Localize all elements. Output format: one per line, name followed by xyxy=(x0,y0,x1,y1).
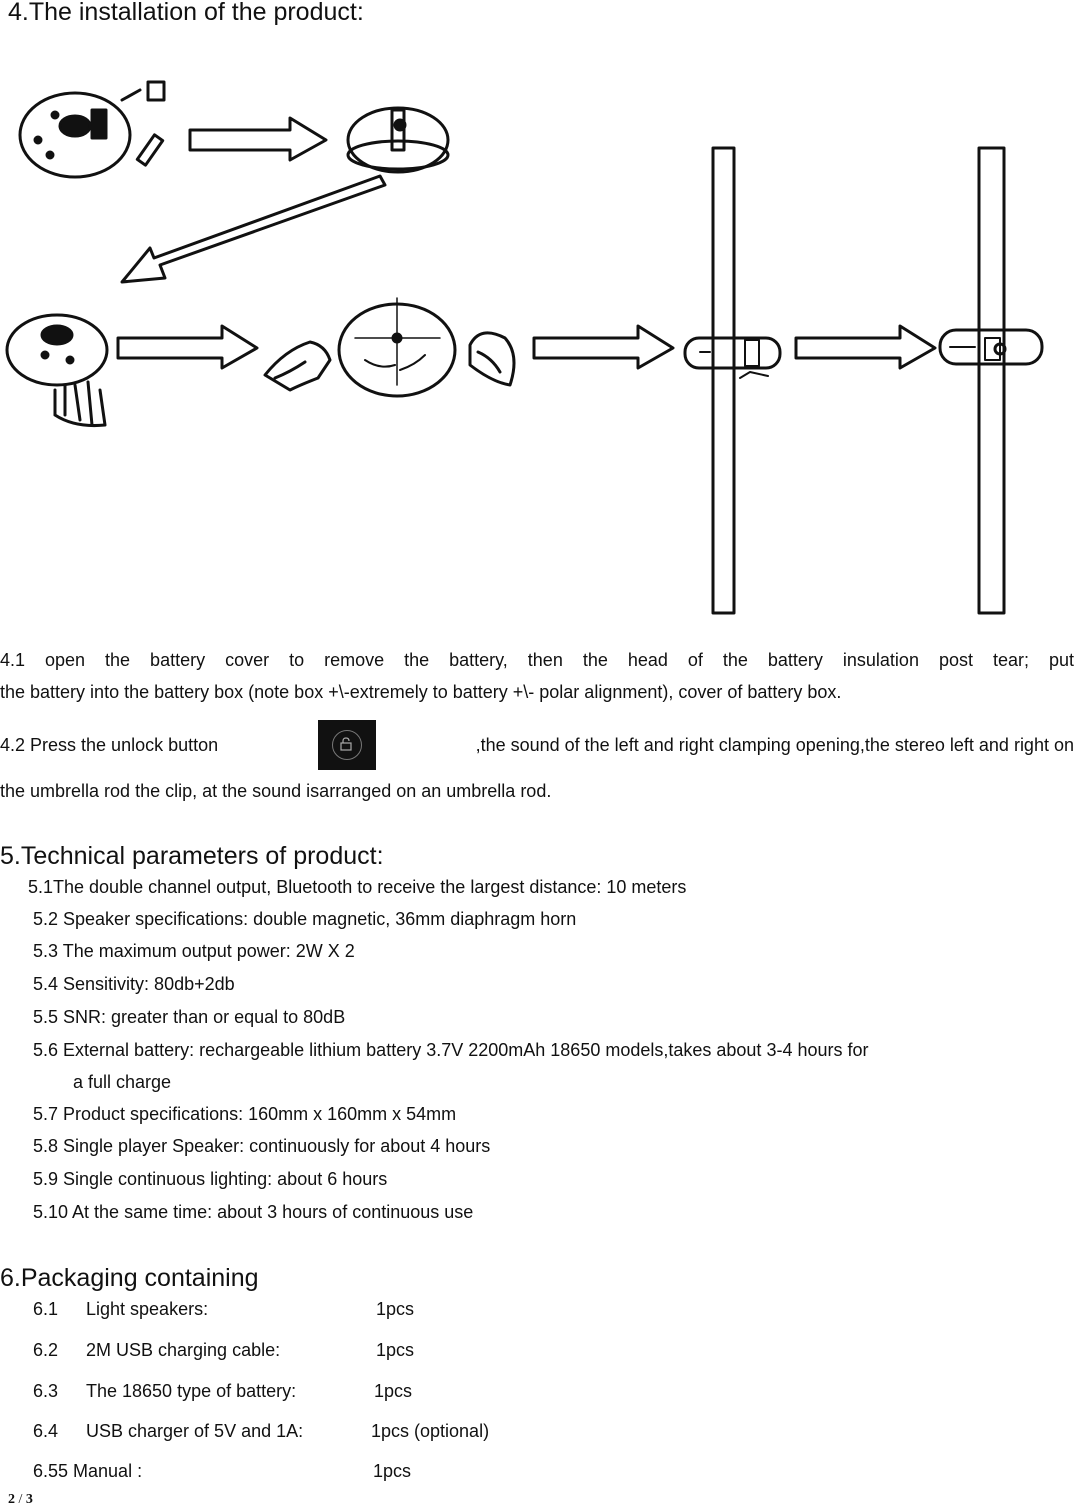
page-current: 2 xyxy=(8,1492,15,1507)
package-number: 6.2 xyxy=(33,1340,59,1360)
step-4-2-before: 4.2 Press the unlock button xyxy=(0,734,219,755)
package-name: USB charger of 5V and 1A: xyxy=(86,1421,304,1441)
package-number: 6.55 Manual : xyxy=(33,1461,143,1481)
package-row xyxy=(0,1381,600,1405)
umbrella-rod-left-icon xyxy=(685,148,780,613)
page-separator: / xyxy=(18,1492,23,1507)
arrow-right-icon-1 xyxy=(190,118,326,160)
package-quantity: 1pcs (optional) xyxy=(371,1421,490,1441)
package-number: 6.4 xyxy=(33,1421,59,1441)
package-number: 6.3 xyxy=(33,1381,59,1401)
package-row xyxy=(0,1299,600,1323)
step-4-1-line-2: the battery into the battery box (note box +\-extremely to battery +\- polar alignment), cover of battery box. xyxy=(0,682,842,702)
package-name: The 18650 type of battery: xyxy=(86,1381,297,1401)
package-row xyxy=(0,1421,600,1445)
hands-press-disc-icon xyxy=(265,298,514,396)
step-4-1-line-1: 4.1 open the battery cover to remove the battery, then the head of the battery insulation post tear; put xyxy=(0,650,1074,670)
arrow-right-icon-4 xyxy=(796,326,935,368)
step-4-2-line-1 xyxy=(0,720,1074,770)
section-4-title: 4.The installation of the product: xyxy=(8,0,364,26)
umbrella-rod-right-icon xyxy=(940,148,1042,613)
spec-item: 5.1The double channel output, Bluetooth to receive the largest distance: 10 meters xyxy=(28,877,687,897)
arrow-right-icon-3 xyxy=(534,326,673,368)
page-total: 3 xyxy=(25,1492,33,1507)
spec-item: 5.4 Sensitivity: 80db+2db xyxy=(33,974,235,994)
section-6-title: 6.Packaging containing xyxy=(0,1264,259,1292)
spec-item: 5.9 Single continuous lighting: about 6 hours xyxy=(33,1169,388,1189)
step-4-2-line-2: the umbrella rod the clip, at the sound isarranged on an umbrella rod. xyxy=(0,781,552,801)
unlock-button xyxy=(318,720,376,770)
package-name: Light speakers: xyxy=(86,1299,209,1319)
spec-item: 5.2 Speaker specifications: double magnetic, 36mm diaphragm horn xyxy=(33,909,577,929)
speaker-disc-closed-icon xyxy=(348,108,448,172)
speaker-disc-open-icon xyxy=(20,82,164,177)
step-4-2-after: ,the sound of the left and right clamping opening,the stereo left and right on xyxy=(475,734,1074,755)
arrow-right-icon-2 xyxy=(118,326,257,368)
package-quantity: 1pcs xyxy=(373,1461,412,1481)
package-quantity: 1pcs xyxy=(374,1381,413,1401)
spec-item: 5.7 Product specifications: 160mm x 160mm x 54mm xyxy=(33,1104,457,1124)
package-quantity: 1pcs xyxy=(376,1340,415,1360)
spec-item: 5.6 External battery: rechargeable lithium battery 3.7V 2200mAh 18650 models,takes about 3-4 hours for xyxy=(33,1040,869,1060)
arrow-diagonal-icon xyxy=(122,176,385,282)
page-number xyxy=(8,1492,33,1508)
package-row xyxy=(0,1461,600,1485)
spec-item: 5.3 The maximum output power: 2W X 2 xyxy=(33,941,355,961)
package-row xyxy=(0,1340,600,1364)
unlock-icon xyxy=(339,737,353,751)
spec-item: 5.8 Single player Speaker: continuously for about 4 hours xyxy=(33,1136,491,1156)
spec-item: 5.10 At the same time: about 3 hours of continuous use xyxy=(33,1202,474,1222)
speaker-disc-hand-icon xyxy=(7,315,107,426)
installation-diagram xyxy=(0,60,1074,630)
spec-item: 5.5 SNR: greater than or equal to 80dB xyxy=(33,1007,346,1027)
package-number: 6.1 xyxy=(33,1299,59,1319)
spec-item-continuation: a full charge xyxy=(73,1072,172,1092)
section-5-title: 5.Technical parameters of product: xyxy=(0,842,384,870)
package-quantity: 1pcs xyxy=(376,1299,415,1319)
package-name: 2M USB charging cable: xyxy=(86,1340,281,1360)
